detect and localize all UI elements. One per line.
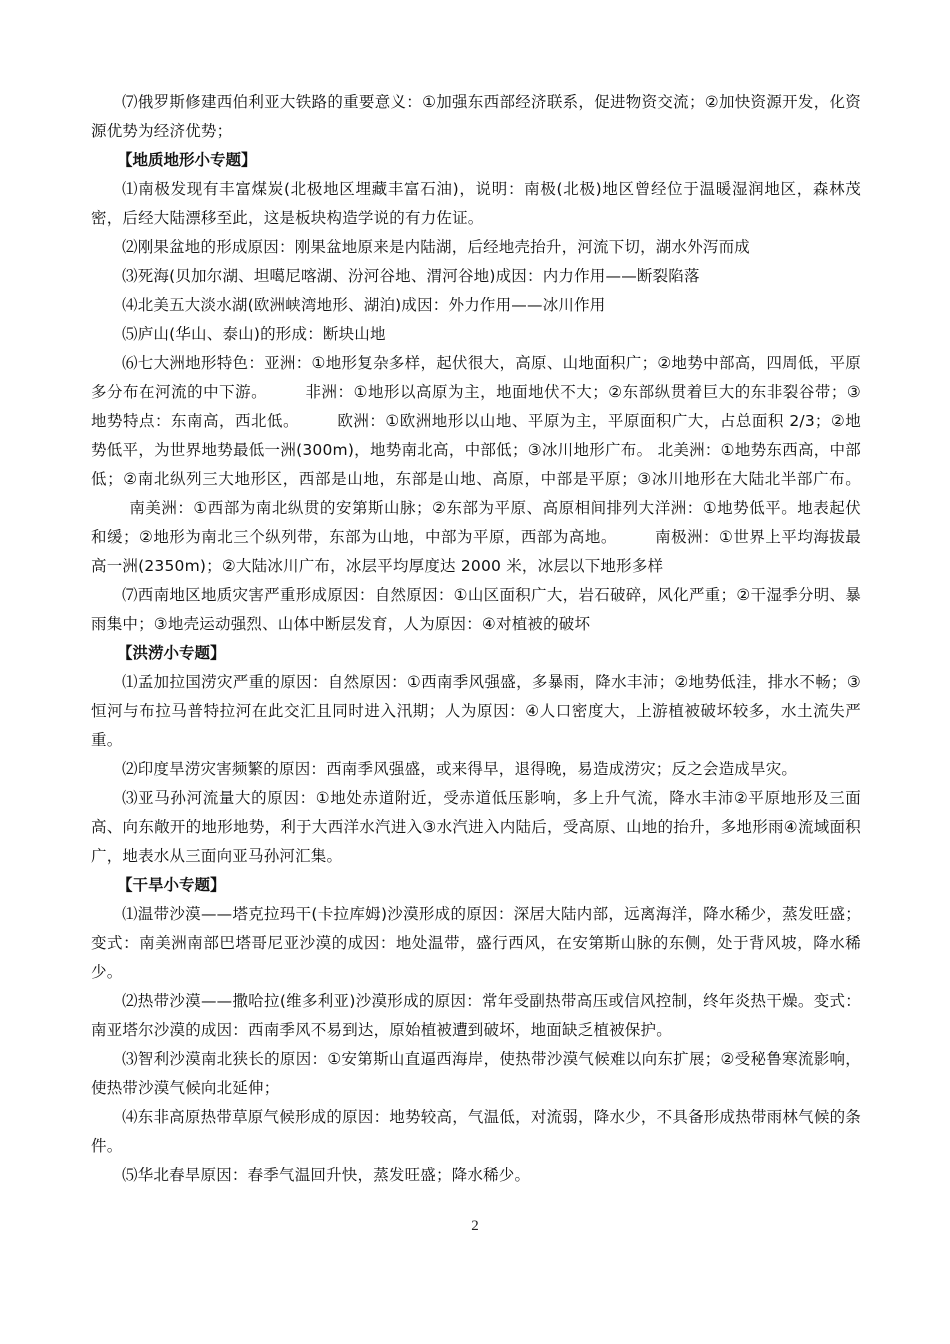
paragraph-india-drought-flood: ⑵印度旱涝灾害频繁的原因：西南季风强盛，或来得早，退得晚，易造成涝灾；反之会造成旱灾。: [122, 760, 798, 778]
paragraph-congo-basin: ⑵刚果盆地的形成原因：刚果盆地原来是内陆湖，后经地壳抬升，河流下切，湖水外泻而成: [122, 238, 751, 256]
paragraph-seven-continents: [91, 349, 861, 581]
paragraph-chile-desert: ⑶智利沙漠南北狭长的原因：①安第斯山直逼西海岸，使热带沙漠气候难以向东扩展；②受秘鲁寒流影响，使热带沙漠气候向北延伸；: [91, 1050, 861, 1097]
paragraph-lushan: ⑸庐山(华山、泰山)的形成：断块山地: [122, 325, 386, 343]
continent-north-america: 北美洲：①地势东西高，中部低；②南北纵列三大地形区，西部是山地，东部是山地、高原，中部是平原；③冰川地形在大陆北半部广布。: [91, 441, 861, 488]
paragraph-southwest-geohazards: ⑺西南地区地质灾害严重形成原因：自然原因：①山区面积广大，岩石破碎，风化严重；②干湿季分明、暴雨集中；③地壳运动强烈、山体中断层发育，人为原因：④对植被的破坏: [91, 586, 861, 633]
continent-europe: 欧洲：①欧洲地形以山地、平原为主，平原面积广大，占总面积 2/3；②地势低平，为世界地势最低一洲(300m)，地势南北高，中部低；③冰川地形广布。: [91, 412, 861, 459]
paragraph-bangladesh-flood: ⑴孟加拉国涝灾严重的原因：自然原因：①西南季风强盛，多暴雨，降水丰沛；②地势低洼，排水不畅；③恒河与布拉马普特拉河在此交汇且同时进入汛期；人为原因：④人口密度大，上游植被破坏较多，水土流失严重。: [91, 673, 861, 749]
page-number: 2: [471, 1218, 479, 1234]
section-heading-drought: 【干旱小专题】: [117, 876, 226, 894]
continent-south-america-oceania: 南美洲：①西部为南北纵贯的安第斯山脉；②东部为平原、高原相间排列大洋洲：①地势低平。地表起伏和缓；②地形为南北三个纵列带，东部为山地，中部为平原，西部为高地。: [91, 499, 861, 546]
section-heading-flood: 【洪涝小专题】: [117, 644, 226, 662]
paragraph-temperate-desert: ⑴温带沙漠——塔克拉玛干(卡拉库姆)沙漠形成的原因：深居大陆内部，远离海洋，降水稀少，蒸发旺盛；变式：南美洲南部巴塔哥尼亚沙漠的成因：地处温带，盛行西风，在安第斯山脉的东侧，处于背风坡，降水稀少。: [91, 905, 861, 981]
paragraph-great-lakes: ⑷北美五大淡水湖(欧洲峡湾地形、湖泊)成因：外力作用——冰川作用: [122, 296, 606, 314]
paragraph-east-africa-savanna: ⑷东非高原热带草原气候形成的原因：地势较高，气温低，对流弱，降水少，不具备形成热带雨林气候的条件。: [91, 1108, 861, 1155]
continent-africa: 非洲：①地形以高原为主，地面地伏不大；②东部纵贯着巨大的东非裂谷带；③地势特点：东南高，西北低。: [91, 383, 861, 430]
paragraph-siberian-railway: ⑺俄罗斯修建西伯利亚大铁路的重要意义：①加强东西部经济联系，促进物资交流；②加快资源开发，化资源优势为经济优势；: [91, 93, 861, 140]
document-body: [91, 88, 861, 1190]
paragraph-antarctic-coal: ⑴南极发现有丰富煤炭(北极地区埋藏丰富石油)，说明：南极(北极)地区曾经位于温暖湿润地区，森林茂密，后经大陆漂移至此，这是板块构造学说的有力佐证。: [91, 180, 861, 227]
paragraph-north-china-spring-drought: ⑸华北春旱原因：春季气温回升快，蒸发旺盛；降水稀少。: [122, 1166, 531, 1184]
paragraph-tropical-desert: ⑵热带沙漠——撒哈拉(维多利亚)沙漠形成的原因：常年受副热带高压或信风控制，终年炎热干燥。变式：南亚塔尔沙漠的成因：西南季风不易到达，原始植被遭到破坏，地面缺乏植被保护。: [91, 992, 861, 1039]
continent-asia: ⑹七大洲地形特色：亚洲：①地形复杂多样，起伏很大，高原、山地面积广；②地势中部高，四周低，平原多分布在河流的中下游。: [91, 354, 861, 401]
section-heading-geology-terrain: 【地质地形小专题】: [117, 151, 257, 169]
continent-antarctica: 南极洲：①世界上平均海拔最高一洲(2350m)；②大陆冰川广布，冰层平均厚度达 2000 米，冰层以下地形多样: [91, 528, 861, 575]
paragraph-amazon-flow: ⑶亚马孙河流量大的原因：①地处赤道附近，受赤道低压影响，多上升气流，降水丰沛②平原地形及三面高、向东敞开的地形地势，利于大西洋水汽进入③水汽进入内陆后，受高原、山地的抬升，多地形雨④流域面积广，地表水从三面向亚马孙河汇集。: [91, 789, 861, 865]
paragraph-dead-sea: ⑶死海(贝加尔湖、坦噶尼喀湖、汾河谷地、渭河谷地)成因：内力作用——断裂陷落: [122, 267, 700, 285]
